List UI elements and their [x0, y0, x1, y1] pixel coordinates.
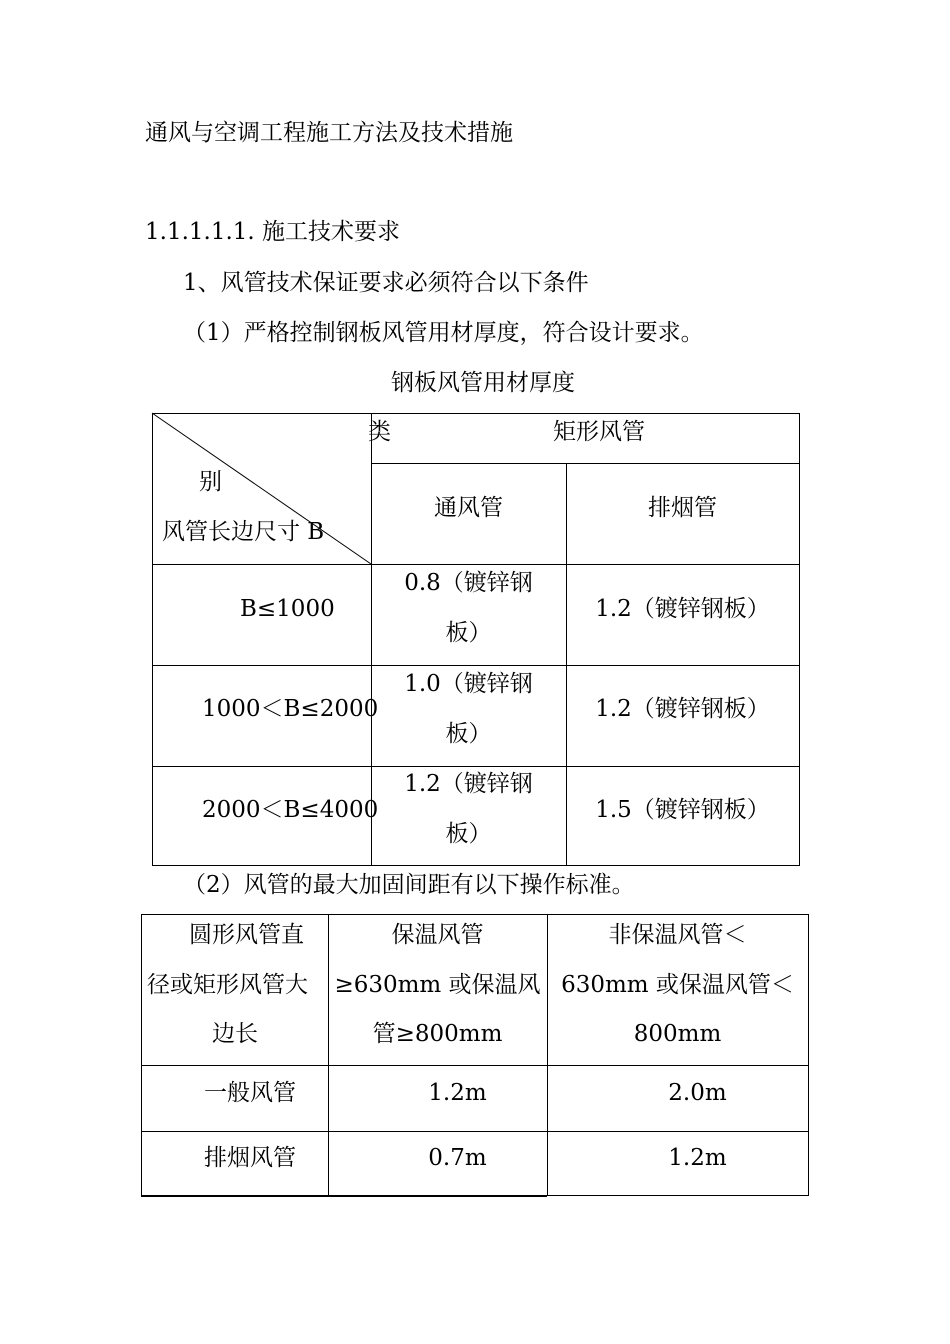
item-1-sub-1-text: （1）严格控制钢板风管用材厚度，符合设计要求。	[183, 320, 704, 346]
col-vent-header: 通风管	[434, 495, 503, 521]
table2-h1-line3: 边长	[212, 1021, 258, 1047]
table2-h2-line1: 保温风管	[391, 922, 484, 948]
document-title: 通风与空调工程施工方法及技术措施	[145, 120, 513, 146]
section-heading: 1.1.1.1.1. 施工技术要求	[145, 219, 401, 245]
table1-row-1-smoke: 1.2（镀锌钢板）	[595, 596, 770, 622]
table2-h1-line1: 圆形风管直	[189, 922, 304, 948]
table1-row-1-vent-l2: 板）	[445, 620, 492, 646]
table2-h3-line1: 非保温风管＜	[608, 922, 747, 948]
table1-row-1-vent-l1: 0.8（镀锌钢	[404, 570, 533, 596]
item-1-sub-2-text: （2）风管的最大加固间距有以下操作标准。	[183, 872, 635, 898]
table2-h2-line2: ≥630mm 或保温风	[334, 972, 541, 998]
header-rect-duct: 矩形风管	[553, 419, 645, 445]
table1-row-1-size: B≤1000	[240, 596, 335, 622]
table2-row-2-non-insulated: 1.2m	[668, 1145, 727, 1171]
table1-row-3-vent-l2: 板）	[445, 821, 492, 847]
header-lei-text: 类	[368, 419, 391, 445]
table1-row-3-smoke: 1.5（镀锌钢板）	[595, 797, 770, 823]
table2-row-2-insulated: 0.7m	[428, 1145, 487, 1171]
header-bie-text: 别	[199, 469, 222, 495]
table2-h3-line3: 800mm	[633, 1021, 722, 1047]
table1-row-2-vent-l1: 1.0（镀锌钢	[404, 671, 533, 697]
table-1-caption: 钢板风管用材厚度	[391, 370, 575, 396]
header-duct-size: 风管长边尺寸 B	[162, 519, 325, 545]
table2-h3-line2: 630mm 或保温风管＜	[561, 972, 794, 998]
col-smoke-header: 排烟管	[648, 495, 717, 521]
table1-row-2-vent-l2: 板）	[445, 721, 492, 747]
table2-row-1-insulated: 1.2m	[428, 1080, 487, 1106]
table1-row-2-smoke: 1.2（镀锌钢板）	[595, 696, 770, 722]
table2-row-2-type: 排烟风管	[204, 1145, 296, 1171]
table2-row-1-type: 一般风管	[204, 1080, 296, 1106]
table2-h1-line2: 径或矩形风管大	[147, 972, 308, 998]
table2-h2-line3: 管≥800mm	[372, 1021, 503, 1047]
table1-row-3-size: 2000＜B≤4000	[202, 797, 379, 823]
table1-row-2-size: 1000＜B≤2000	[202, 696, 379, 722]
item-1-text: 1、风管技术保证要求必须符合以下条件	[183, 270, 589, 296]
table2-row-1-non-insulated: 2.0m	[668, 1080, 727, 1106]
table1-row-3-vent-l1: 1.2（镀锌钢	[404, 771, 533, 797]
